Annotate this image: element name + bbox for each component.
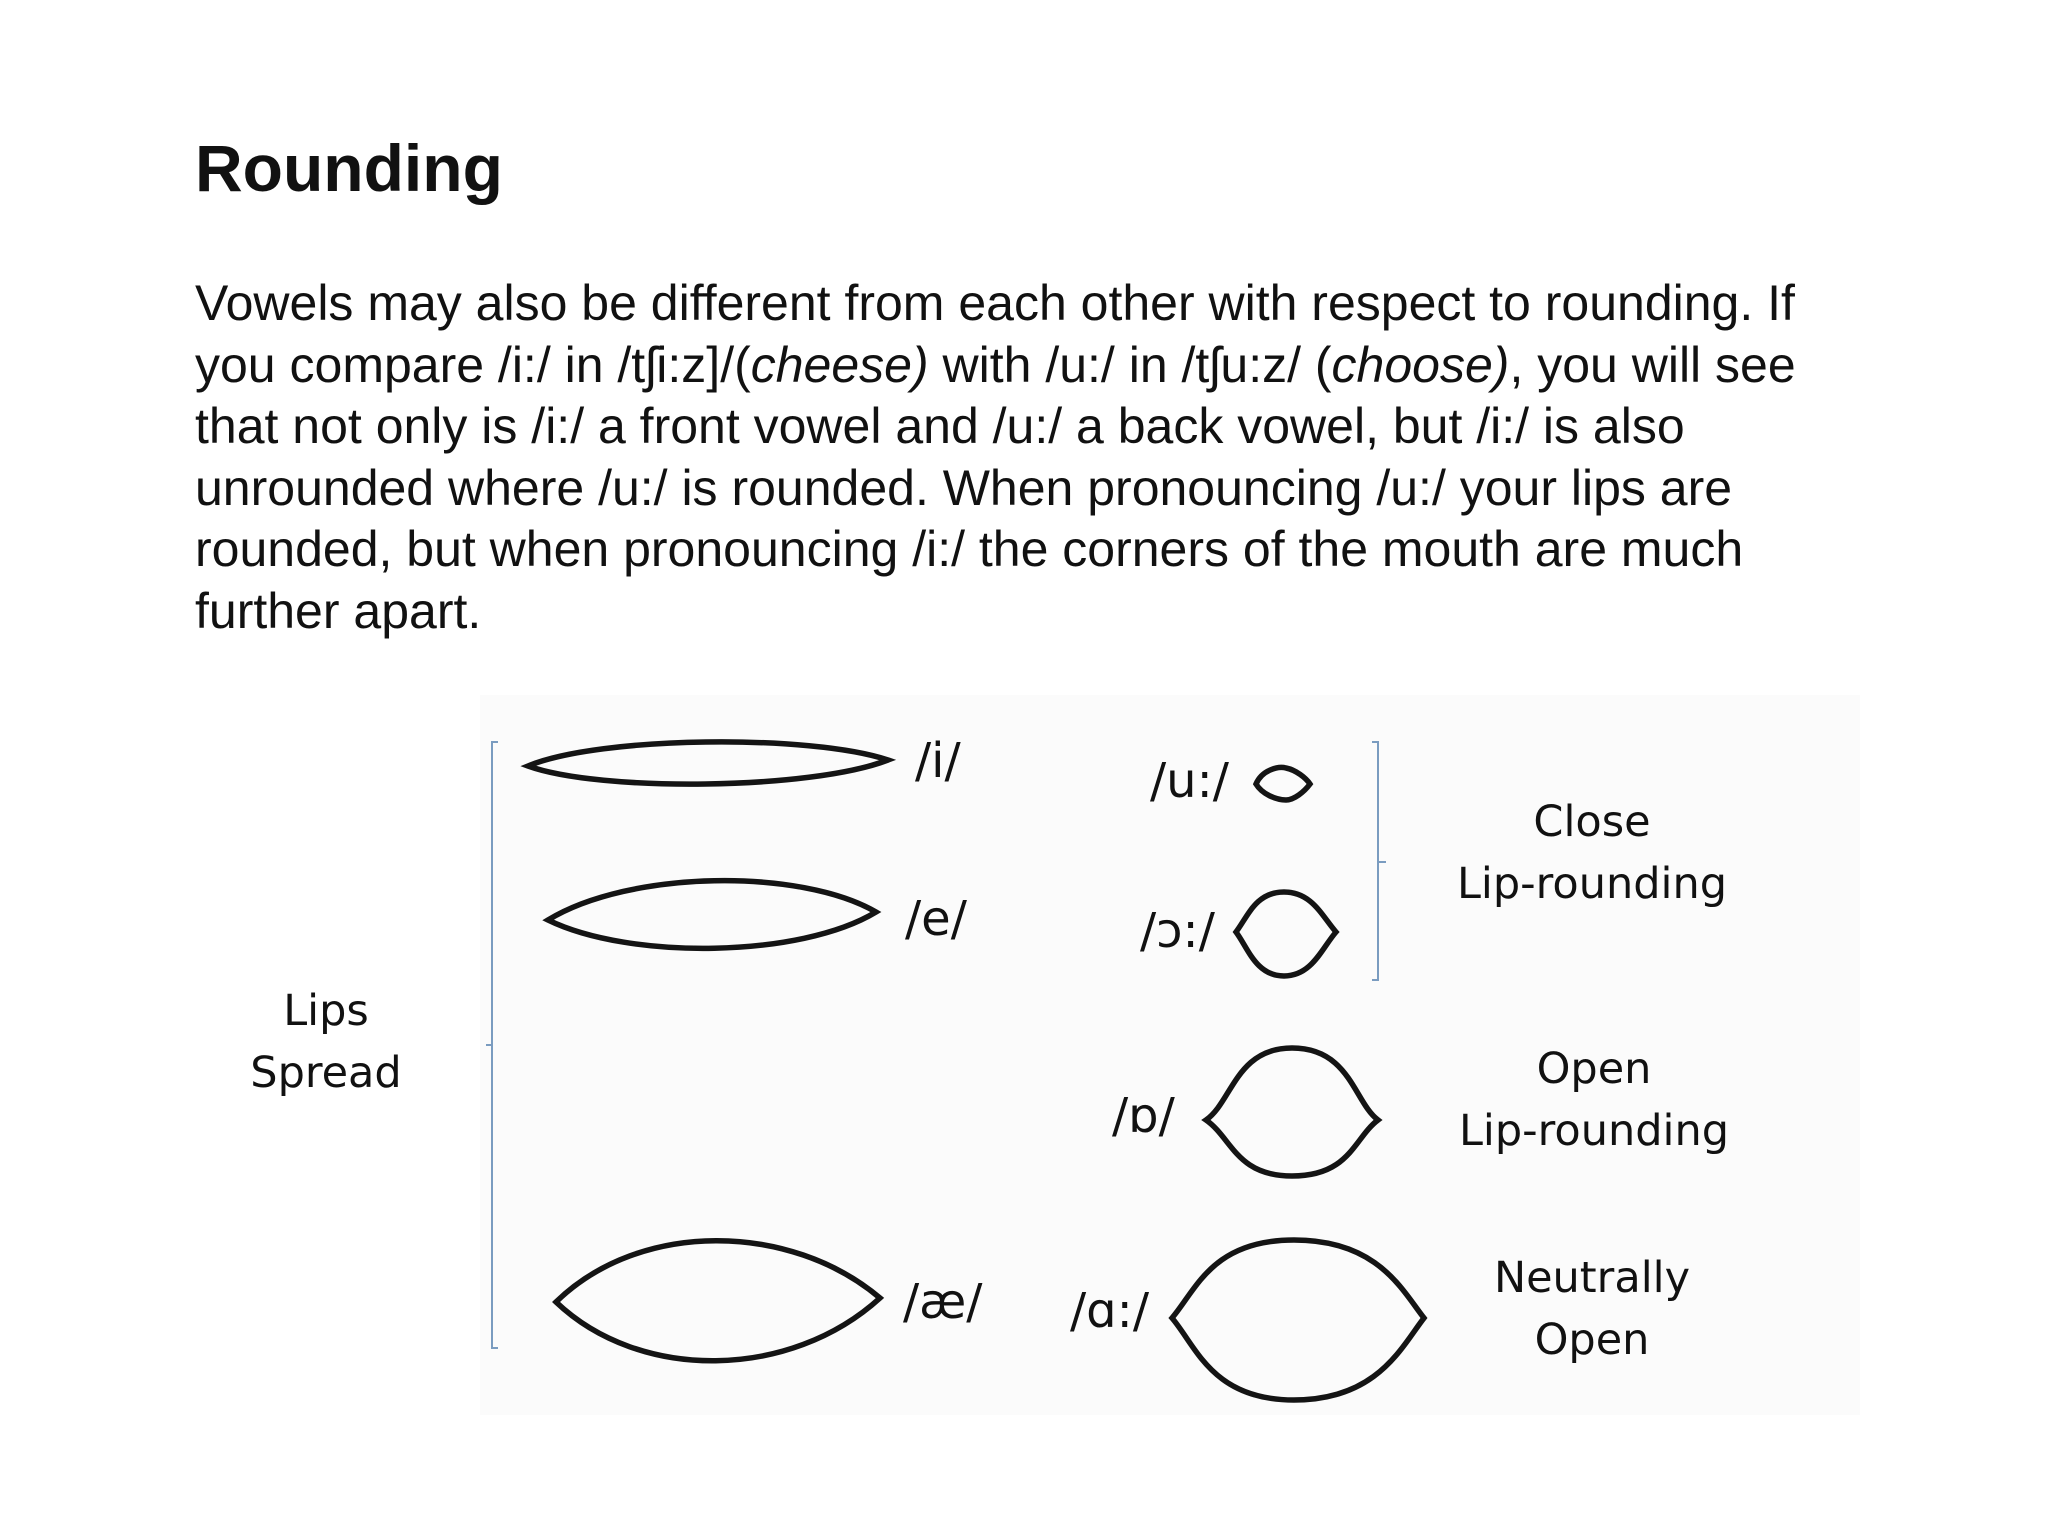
paragraph-line: rounded, but when pronouncing /i:/ the corners of the mouth are much: [195, 521, 1744, 577]
category-neutral-line2: Open: [1534, 1315, 1650, 1365]
category-neutral-line1: Neutrally: [1493, 1253, 1691, 1303]
body-paragraph: [195, 273, 1915, 642]
paragraph-line: that not only is /i:/ a front vowel and /u:/ a back vowel, but /i:/ is also: [195, 398, 1685, 454]
category-close-line2: Lip-rounding: [1456, 859, 1728, 909]
paragraph-line: Vowels may also be different from each other with respect to rounding. If: [195, 275, 1795, 331]
category-open-line2: Lip-rounding: [1458, 1106, 1730, 1156]
vowel-label-i: /i/: [915, 733, 961, 789]
vowel-label-u: /u:/: [1150, 753, 1229, 809]
vowel-label-e: /e/: [905, 891, 967, 947]
example-word-cheese: cheese): [750, 336, 929, 393]
vowel-label-rounded-o: /ɒ/: [1112, 1088, 1175, 1144]
lip-diagram-background: [480, 695, 1860, 1415]
category-spread-line2: Spread: [250, 1048, 402, 1098]
example-word-choose: choose): [1331, 336, 1510, 393]
category-close-line1: Close: [1533, 797, 1651, 847]
paragraph-line: further apart.: [195, 582, 482, 639]
paragraph-line: unrounded where /u:/ is rounded. When pronouncing /u:/ your lips are: [195, 459, 1733, 516]
category-open-line1: Open: [1536, 1044, 1652, 1094]
slide-title: Rounding: [195, 131, 503, 205]
category-spread-line1: Lips: [283, 986, 369, 1036]
paragraph-line: you compare /i:/ in /tʃi:z]/(cheese) with /u:/ in /tʃu:z/ (choose), you will see: [195, 336, 1796, 393]
vowel-label-a: /ɑ:/: [1070, 1283, 1149, 1339]
vowel-label-open-o: /ɔ:/: [1140, 903, 1215, 959]
vowel-label-ae: /æ/: [903, 1274, 983, 1330]
